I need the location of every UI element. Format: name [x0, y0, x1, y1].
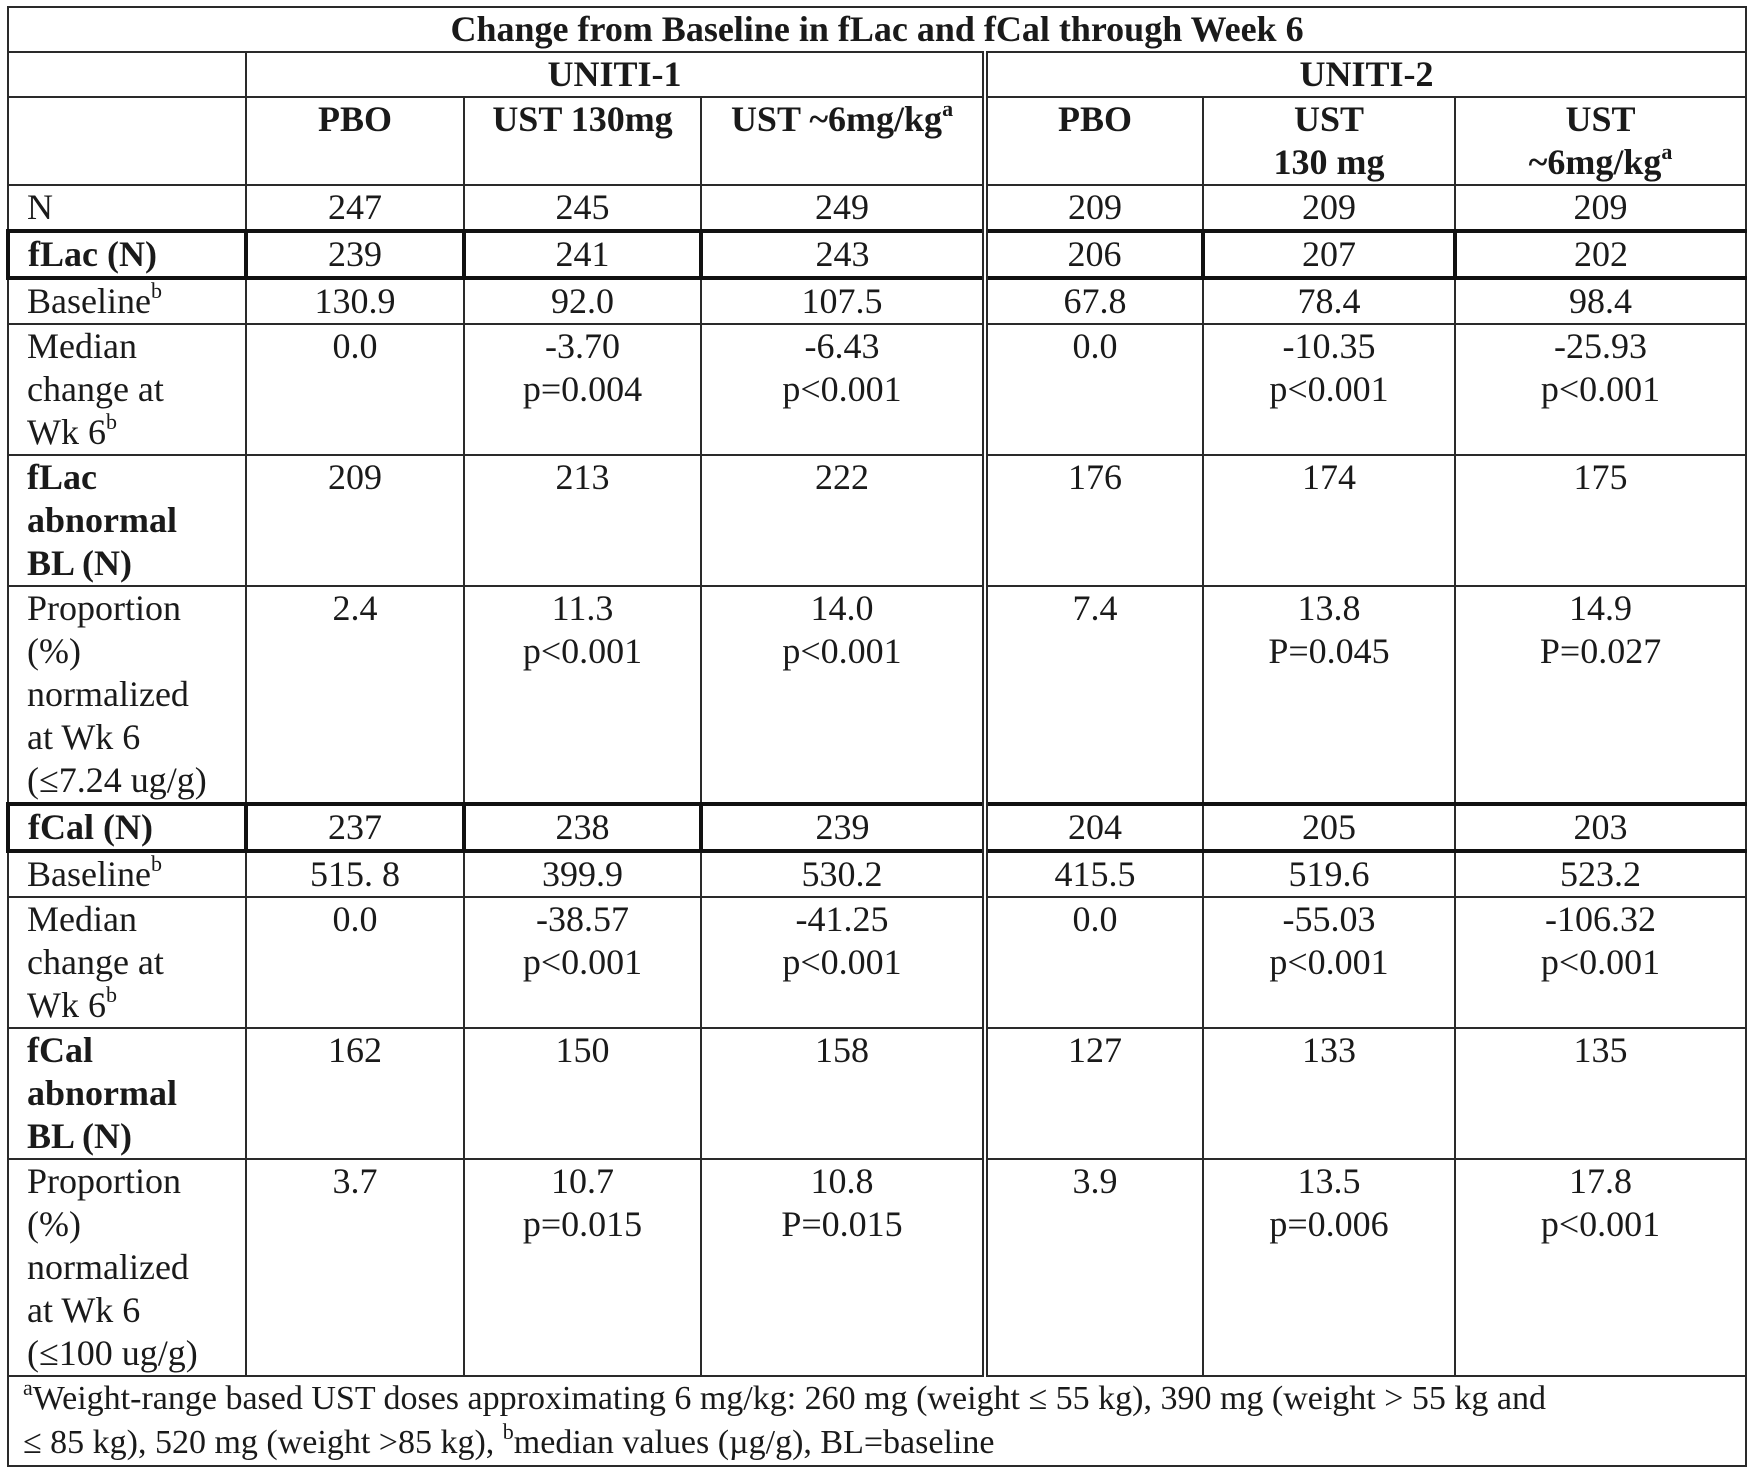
table-cell: 3.7 [246, 1159, 464, 1376]
table-cell: 176 [985, 455, 1203, 586]
table-cell: 243 [701, 231, 985, 278]
row-flac-proportion-normalized [8, 586, 1746, 804]
table-cell: 209 [985, 185, 1203, 231]
column-header-pbo-1: PBO [246, 97, 464, 185]
table-cell: 206 [985, 231, 1203, 278]
table-cell: 92.0 [464, 278, 701, 324]
table-cell: 523.2 [1455, 851, 1746, 897]
table-cell: 162 [246, 1028, 464, 1159]
table-cell: -10.35 p<0.001 [1203, 324, 1455, 455]
table-cell: 67.8 [985, 278, 1203, 324]
row-label: fCal (N) [8, 804, 246, 851]
column-header-ust130-2: UST 130 mg [1203, 97, 1455, 185]
table-cell: 158 [701, 1028, 985, 1159]
table-cell: 175 [1455, 455, 1746, 586]
table-cell: 13.8 P=0.045 [1203, 586, 1455, 804]
row-label: fLac abnormal BL (N) [8, 455, 246, 586]
row-fcal-baseline [8, 851, 1746, 897]
column-header-ust130-1: UST 130mg [464, 97, 701, 185]
row-flac-n [8, 231, 1746, 278]
table-cell: -106.32 p<0.001 [1455, 897, 1746, 1028]
table-cell: 150 [464, 1028, 701, 1159]
table-cell: 3.9 [985, 1159, 1203, 1376]
row-fcal-abnormal-bl [8, 1028, 1746, 1159]
table-cell: 239 [246, 231, 464, 278]
table-cell: 127 [985, 1028, 1203, 1159]
row-flac-baseline [8, 278, 1746, 324]
row-label: fCal abnormal BL (N) [8, 1028, 246, 1159]
table-cell: 399.9 [464, 851, 701, 897]
column-header-pbo-2: PBO [985, 97, 1203, 185]
table-cell: 209 [246, 455, 464, 586]
table-cell: 7.4 [985, 586, 1203, 804]
table-cell: 207 [1203, 231, 1455, 278]
table-cell: 245 [464, 185, 701, 231]
table-cell: 515. 8 [246, 851, 464, 897]
table-cell: 98.4 [1455, 278, 1746, 324]
table-cell: -55.03 p<0.001 [1203, 897, 1455, 1028]
column-header-ust6-1: UST $\sim 6mg/kg^a$ [701, 97, 985, 185]
table-cell: 209 [1203, 185, 1455, 231]
row-label: Baseline$^b$ [8, 851, 246, 897]
results-table [6, 6, 1747, 1467]
table-cell: 14.0 p<0.001 [701, 586, 985, 804]
table-cell: 0.0 [246, 897, 464, 1028]
table-cell: 14.9 P=0.027 [1455, 586, 1746, 804]
table-cell: 0.0 [985, 897, 1203, 1028]
table-cell: 135 [1455, 1028, 1746, 1159]
table-cell: 241 [464, 231, 701, 278]
table-cell: 203 [1455, 804, 1746, 851]
table-cell: 0.0 [246, 324, 464, 455]
table-cell: 107.5 [701, 278, 985, 324]
table-cell: 10.7 p=0.015 [464, 1159, 701, 1376]
table-body [8, 185, 1746, 1376]
table-cell: 130.9 [246, 278, 464, 324]
table-cell: 415.5 [985, 851, 1203, 897]
table-cell: 78.4 [1203, 278, 1455, 324]
row-label: Proportion (%) normalized at Wk 6 (≤100 ug/g) [8, 1159, 246, 1376]
row-fcal-median-change [8, 897, 1746, 1028]
footnote: $^a$Weight-range based UST doses approximating 6 mg/kg: 260 mg (weight ≤ 55 kg), 390 mg (weight > 55 kg and ≤ 85 kg), 520 mg (weight >85 kg), $^b$median values (µg/g), BL=baseline [8, 1376, 1746, 1466]
table-cell: -6.43 p<0.001 [701, 324, 985, 455]
row-label: Baseline$^b$ [8, 278, 246, 324]
row-label: N [8, 185, 246, 231]
table-cell: 11.3 p<0.001 [464, 586, 701, 804]
row-label: Proportion (%) normalized at Wk 6 (≤7.24 ug/g) [8, 586, 246, 804]
table-cell: 0.0 [985, 324, 1203, 455]
table-cell: -41.25 p<0.001 [701, 897, 985, 1028]
table-cell: -38.57 p<0.001 [464, 897, 701, 1028]
table-cell: 17.8 p<0.001 [1455, 1159, 1746, 1376]
table-cell: 13.5 p=0.006 [1203, 1159, 1455, 1376]
table-cell: 2.4 [246, 586, 464, 804]
table-cell: 247 [246, 185, 464, 231]
table-cell: 174 [1203, 455, 1455, 586]
table-cell: -3.70 p=0.004 [464, 324, 701, 455]
table-cell: 249 [701, 185, 985, 231]
table-title: Change from Baseline in fLac and fCal through Week 6 [8, 7, 1746, 52]
row-label: fLac (N) [8, 231, 246, 278]
row-fcal-n [8, 804, 1746, 851]
table-cell: 202 [1455, 231, 1746, 278]
table-cell: -25.93 p<0.001 [1455, 324, 1746, 455]
row-label: Median change at Wk 6$^b$ [8, 324, 246, 455]
table-cell: 133 [1203, 1028, 1455, 1159]
table-cell: 530.2 [701, 851, 985, 897]
row-label: Median change at Wk 6$^b$ [8, 897, 246, 1028]
table-cell: 213 [464, 455, 701, 586]
table-cell: 209 [1455, 185, 1746, 231]
row-fcal-proportion-normalized [8, 1159, 1746, 1376]
row-flac-median-change [8, 324, 1746, 455]
column-header-ust6-2: UST $\sim 6mg/kg^a$ [1455, 97, 1746, 185]
table-cell: 239 [701, 804, 985, 851]
group-header-uniti1: UNITI-1 [246, 52, 985, 97]
table-cell: 10.8 P=0.015 [701, 1159, 985, 1376]
table-cell: 204 [985, 804, 1203, 851]
table-cell: 237 [246, 804, 464, 851]
group-header-blank [8, 52, 246, 97]
row-flac-abnormal-bl [8, 455, 1746, 586]
group-header-uniti2: UNITI-2 [985, 52, 1746, 97]
table-cell: 205 [1203, 804, 1455, 851]
table-cell: 238 [464, 804, 701, 851]
table-cell: 222 [701, 455, 985, 586]
table-cell: 519.6 [1203, 851, 1455, 897]
row-n [8, 185, 1746, 231]
column-header-blank [8, 97, 246, 185]
